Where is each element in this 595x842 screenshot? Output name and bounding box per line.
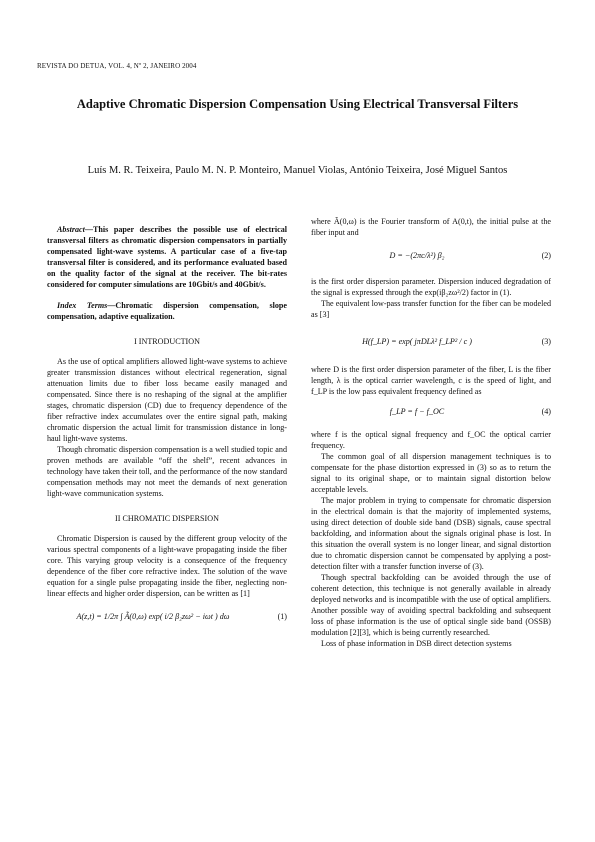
where-frequency-text: where f is the optical signal frequency and f_OC the optical carrier frequency. [311, 430, 551, 450]
section-heading-introduction: I INTRODUCTION [134, 337, 200, 346]
left-column [47, 224, 287, 645]
equation-2-body: D = −(2πc/λ²) β₂ [389, 251, 445, 260]
equation-1-body: A(z,t) = 1/2π ∫ Ã(0,ω) exp( i/2 β₂zω² − iωt ) dω [76, 612, 230, 621]
index-terms-text: —Chromatic dispersion compensation, slope compensation, adaptive equalization. [47, 301, 288, 321]
major-problem-paragraph: The major problem in trying to compensate for chromatic dispersion in the electrical domain is that the majority of implemented systems, using direct detection of double side band (DSB) signals, cause spectral backfolding, and information about the signals original phase is lost. In this situation the overall system is no longer linear, and signal distortion due to chromatic dispersion cannot be compensated by applying a post-detection filter with a transfer function inverse of (3). [311, 496, 551, 571]
dispersion-parameter-text: is the first order dispersion parameter. Dispersion induced degradation of the signal is expressed through the exp(iβ₂zω²/2) factor in (1). [311, 277, 551, 297]
equation-4-body: f_LP = f − f_OC [389, 407, 445, 416]
common-goal-paragraph: The common goal of all dispersion management techniques is to compensate for the phase distortion expressed in (3) so as to return the signal to its original shape, or to maintain signal distortion below acceptable levels. [311, 452, 551, 494]
equation-3-number: (3) [541, 337, 551, 346]
equation-2-number: (2) [541, 251, 551, 260]
intro-paragraph-2: Though chromatic dispersion compensation is a well studied topic and proven methods are available “off the shelf”, recent advances in technology have taken their toll, and the performance of the now standard compensation methods may not meet the demands of next generation light-wave communication systems. [47, 445, 287, 498]
equation-1 [47, 603, 287, 641]
equation-1-number: (1) [277, 612, 287, 621]
index-terms [47, 300, 287, 322]
equation-3 [311, 324, 551, 360]
cd-paragraph-1: Chromatic Dispersion is caused by the different group velocity of the various spectral components of a light-wave propagating inside the fiber core. This varying group velocity is a consequence of the frequency dependence of the fiber core refractive index. The solution of the wave equation for a single pulse propagating inside the fiber, neglecting non-linear effects and higher order dispersion, can be written as [1] [47, 534, 287, 598]
equivalent-transfer-text: The equivalent low-pass transfer function for the fiber can be modeled as [3] [311, 299, 551, 319]
right-column [311, 216, 551, 649]
backfolding-paragraph: Though spectral backfolding can be avoided through the use of coherent detection, this technique is not generally available in already deployed networks and is incompatible with the use of optical amplifiers. Another possible way of avoiding spectral backfolding and subsequent loss of phase information is the use of optical single side band (OSSB) modulation [2][3], which is being currently researched. [311, 573, 551, 637]
paper-authors: Luís M. R. Teixeira, Paulo M. N. P. Monteiro, Manuel Violas, António Teixeira, José Miguel Santos [87, 165, 508, 176]
abstract [47, 224, 287, 290]
phase-loss-paragraph: Loss of phase information in DSB direct detection systems [321, 639, 512, 648]
where-parameters-text: where D is the first order dispersion parameter of the fiber, L is the fiber length, λ is the optical carrier wavelength, c is the speed of light, and f_LP is the low pass equivalent frequency defined as [311, 365, 551, 396]
journal-header: REVISTA DO DETUA, VOL. 4, Nº 2, JANEIRO 2004 [37, 62, 197, 70]
abstract-text: —This paper describes the possible use of electrical transversal filters as chromatic dispersion compensators in partially compensated light-wave systems. A particular case of a five-tap transversal filter is considered, and its performance evaluated based on the quality factor of the signal at the receiver. The bit-rates considered for computer simulations are 10Gbit/s and 40Gbit/s. [47, 225, 287, 289]
equation-2 [311, 242, 551, 272]
intro-paragraph-1: As the use of optical amplifiers allowed light-wave systems to achieve greater transmission distances without electrical regeneration, signal attenuation limits due to fiber loss became easily managed and compensated. Since there is no reshaping of the signal at the amplifier stages, chromatic dispersion (CD) due to frequency dependence of the fiber refractive index accumulates over the entire signal path, making chromatic dispersion the actual limit for transmission distance in long-haul light-wave systems. [47, 357, 287, 443]
equation-4 [311, 401, 551, 425]
paper-title: Adaptive Chromatic Dispersion Compensation Using Electrical Transversal Filters [76, 97, 519, 111]
abstract-label: Abstract [57, 225, 85, 234]
section-heading-chromatic-dispersion: II CHROMATIC DISPERSION [115, 514, 219, 523]
index-terms-label: Index Terms [57, 301, 108, 310]
where-fourier: where Ã(0,ω) is the Fourier transform of A(0,t), the initial pulse at the fiber input and [311, 217, 551, 237]
equation-3-body: H(f_LP) = exp( jπDLλ² f_LP² / c ) [362, 337, 472, 346]
equation-4-number: (4) [541, 407, 551, 416]
